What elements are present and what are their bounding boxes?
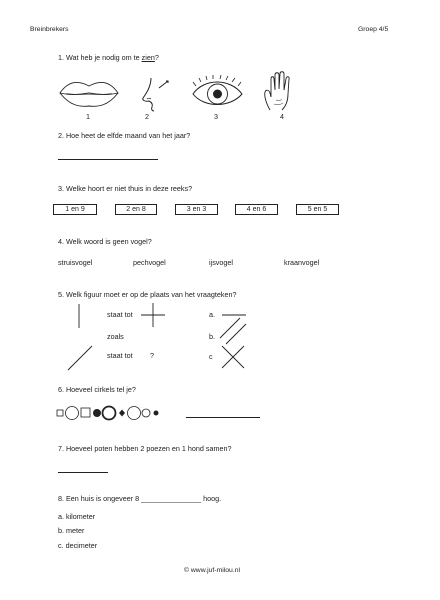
question-mark: ? [150,351,154,360]
diagonal-line-figure [68,346,92,370]
vertical-line-figure [72,304,86,328]
circle-sequence-figure [56,404,160,422]
question-8-blank[interactable]: _______________ [141,494,202,503]
option-3-number: 3 [214,112,218,121]
question-6: 6. Hoeveel cirkels tel je? [58,385,136,394]
footer-copyright: © www.juf-milou.nl [184,567,240,574]
answer-option-b[interactable]: b. meter [58,526,85,535]
cross-figure [141,303,165,327]
word-option-3[interactable]: ijsvogel [209,258,233,267]
answer-option-c[interactable]: c. decimeter [58,541,98,550]
question-8 [58,494,221,503]
eye-icon [190,74,245,110]
option-box-5[interactable]: 5 en 5 [296,204,339,215]
word-option-1[interactable]: struisvogel [58,258,93,267]
question-1-keyword: zien [141,53,155,62]
hand-icon [262,70,300,112]
option-2-number: 2 [145,112,149,121]
answer-line-2[interactable] [58,159,158,160]
figure-option-a[interactable] [222,313,246,317]
figure-option-c-label: c [209,352,213,361]
answer-line-6[interactable] [186,417,260,418]
question-5: 5. Welk figuur moet er op de plaats van het vraagteken? [58,290,237,299]
header-group: Groep 4/5 [358,26,389,33]
answer-option-a[interactable]: a. kilometer [58,512,96,521]
question-4: 4. Welk woord is geen vogel? [58,237,152,246]
question-1-prefix: 1. Wat heb je nodig om te [58,53,142,62]
word-option-2[interactable]: pechvogel [133,258,166,267]
option-1-number: 1 [86,112,90,121]
answer-line-7[interactable] [58,472,108,473]
figure-option-a-label: a. [209,310,215,319]
question-3: 3. Welke hoort er niet thuis in deze reeks? [58,184,193,193]
figure-option-b-label: b. [209,332,215,341]
option-box-4[interactable]: 4 en 6 [235,204,278,215]
question-1-suffix: ? [154,53,159,62]
row-3-label: staat tot [107,351,133,360]
question-7: 7. Hoeveel poten hebben 2 poezen en 1 hond samen? [58,444,232,453]
question-2: 2. Hoe heet de elfde maand van het jaar? [58,131,191,140]
question-1 [58,53,159,62]
nose-icon [137,76,173,112]
question-8-suffix: hoog. [201,494,222,503]
word-option-4[interactable]: kraanvogel [284,258,320,267]
option-4-number: 4 [280,112,284,121]
question-8-prefix: 8. Een huis is ongeveer 8 [58,494,142,503]
row-2-label: zoals [107,332,124,341]
lips-icon [58,78,120,108]
option-box-2[interactable]: 2 en 8 [115,204,157,215]
figure-option-b[interactable] [220,318,246,344]
row-1-label: staat tot [107,310,133,319]
option-box-3[interactable]: 3 en 3 [175,204,218,215]
figure-option-c[interactable] [222,346,244,368]
header-title: Breinbrekers [30,26,69,33]
option-box-1[interactable]: 1 en 9 [53,204,97,215]
